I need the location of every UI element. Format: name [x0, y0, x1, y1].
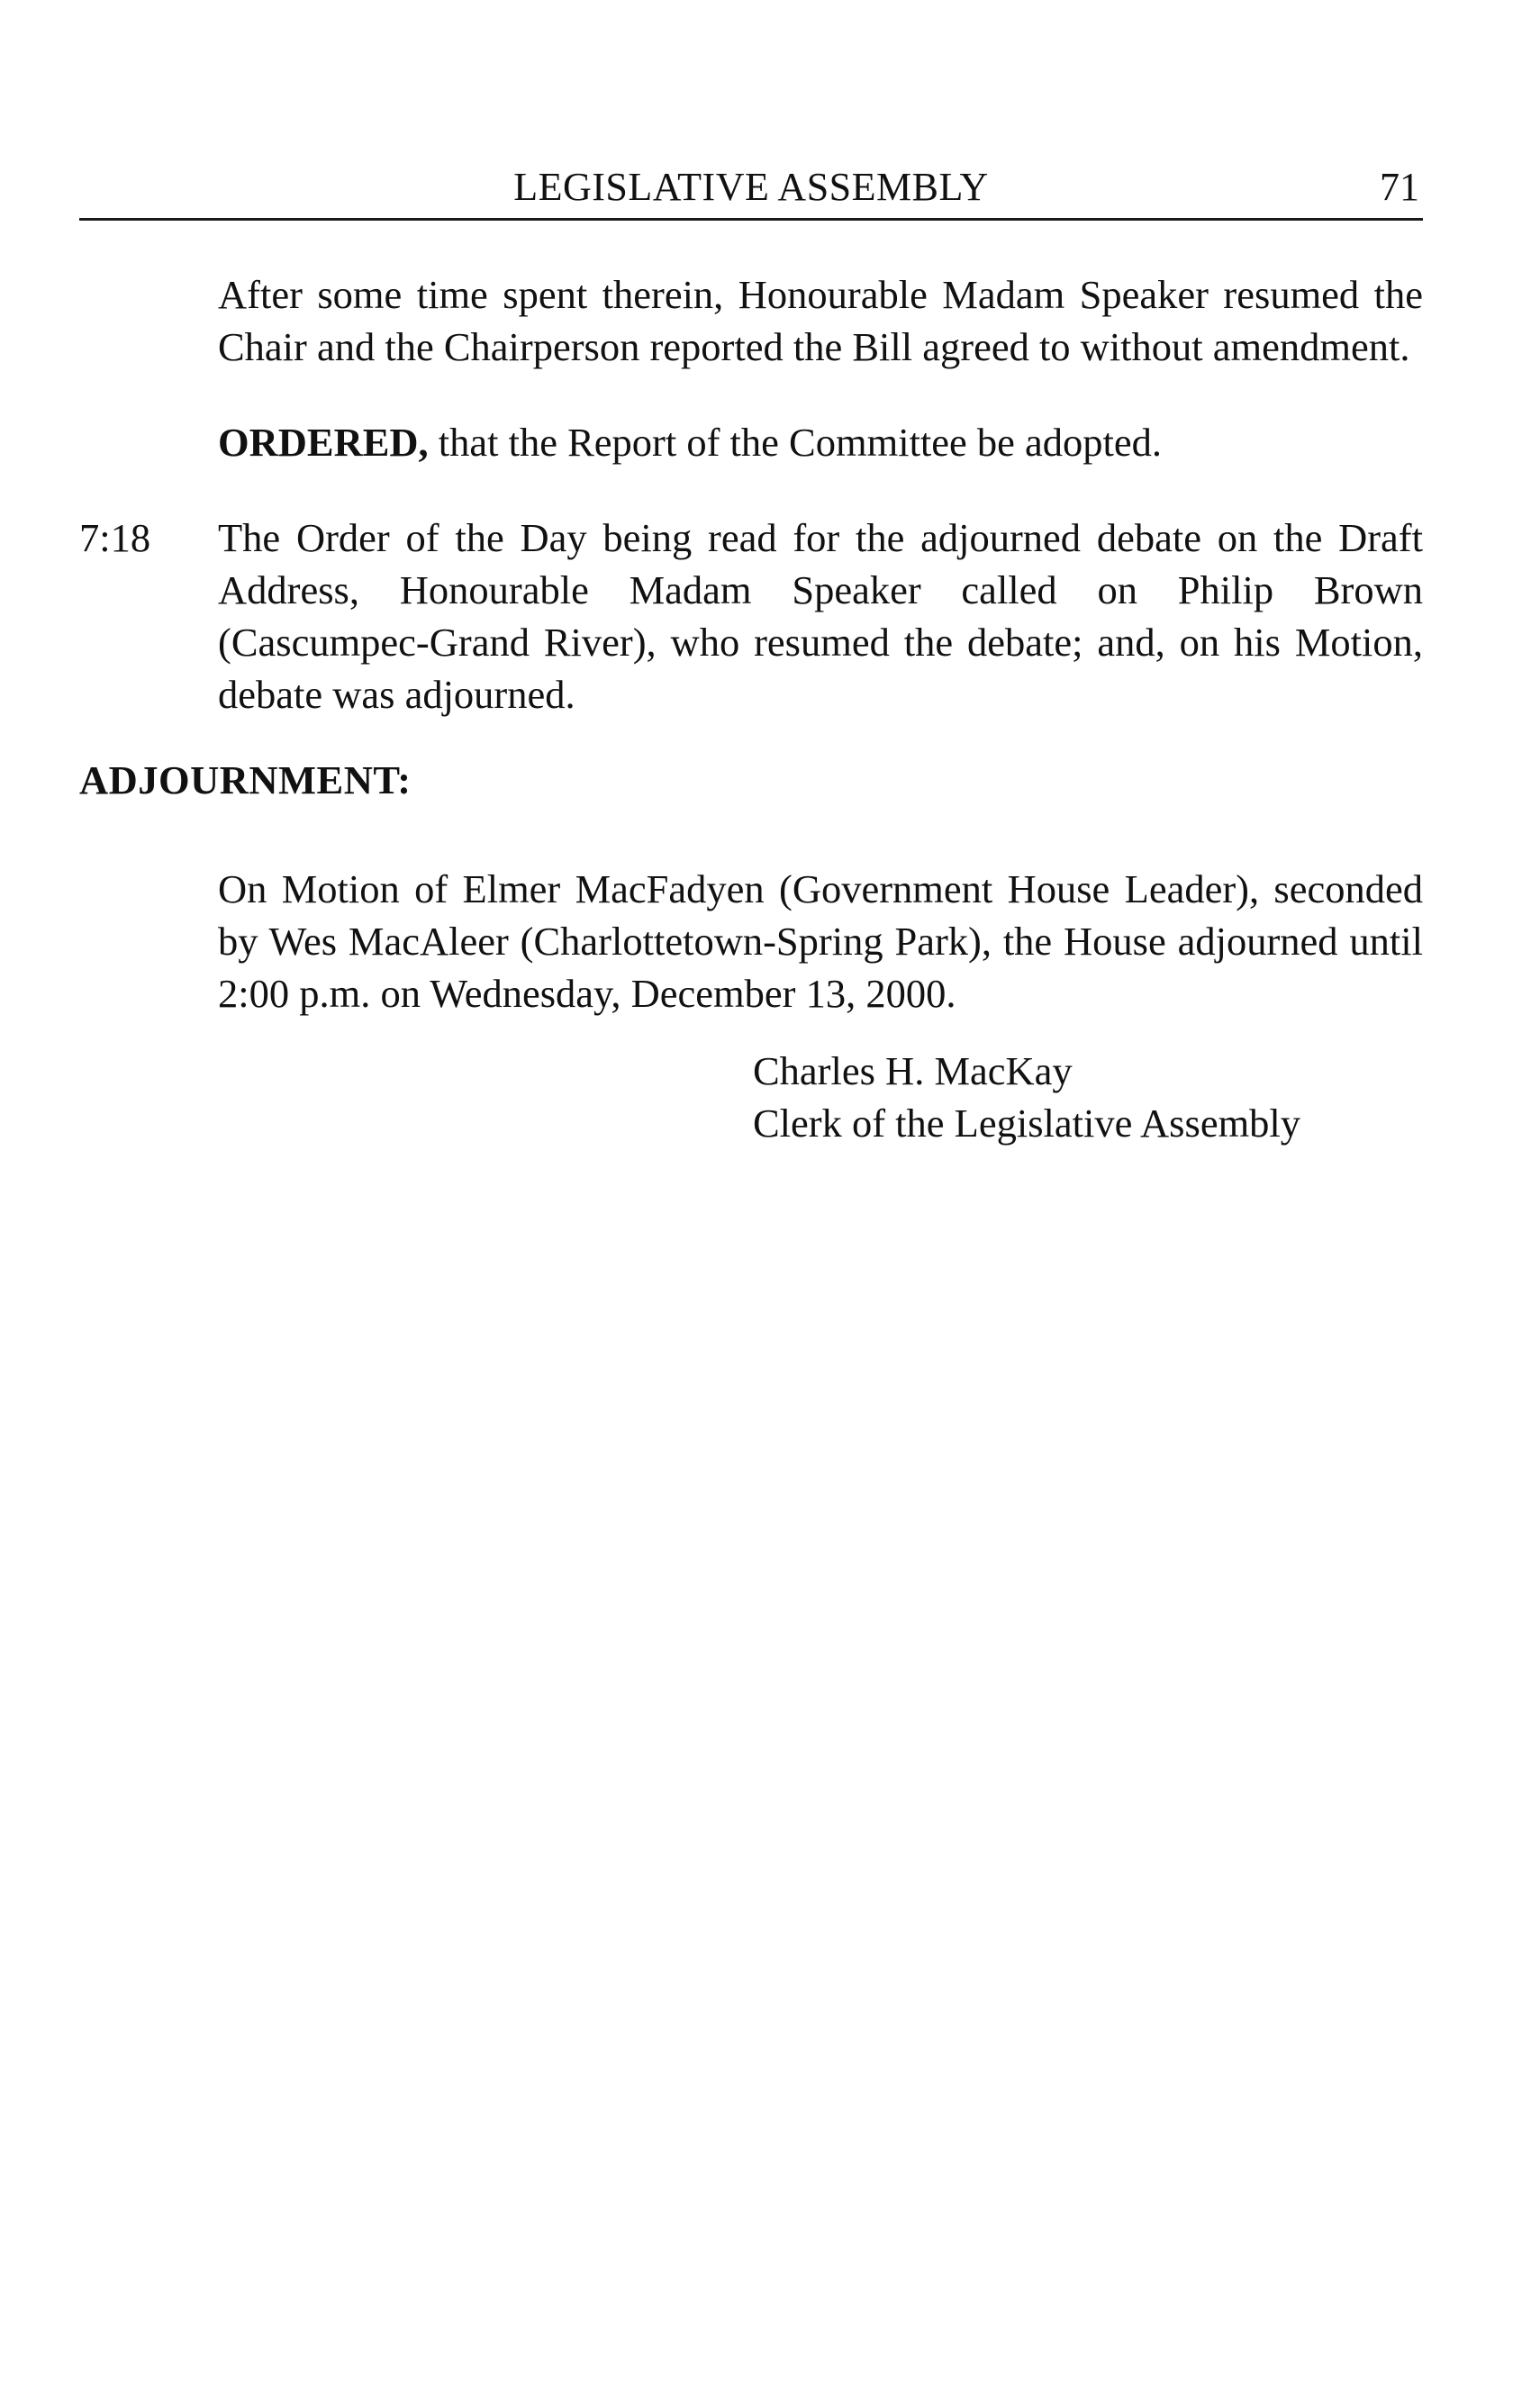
item-number: 7:18	[79, 515, 151, 560]
signatory-name: Charles H. MacKay	[753, 1048, 1073, 1093]
committee-report-paragraph: After some time spent therein, Honourable Madam Speaker resumed the Chair and the Chairperson reported the Bill agreed to without amendment.	[218, 272, 1423, 369]
ordered-paragraph	[218, 416, 1423, 468]
ordered-text: that the Report of the Committee be adopted.	[428, 420, 1163, 465]
header-title: LEGISLATIVE ASSEMBLY	[513, 165, 989, 209]
signatory-title: Clerk of the Legislative Assembly	[753, 1101, 1301, 1146]
ordered-lead: ORDERED,	[218, 420, 429, 465]
signature-block	[753, 1045, 1300, 1149]
page-number: 71	[1380, 165, 1419, 209]
adjournment-paragraph: On Motion of Elmer MacFadyen (Government House Leader), seconded by Wes MacAleer (Charlottetown-Spring Park), the House adjourned until 2:00 p.m. on Wednesday, December 13, 2000.	[218, 866, 1423, 1016]
adjournment-heading: ADJOURNMENT:	[79, 757, 412, 802]
page-header	[79, 160, 1423, 221]
draft-address-paragraph: The Order of the Day being read for the adjourned debate on the Draft Address, Honourable Madam Speaker called on Philip Brown (Cascumpec-Grand River), who resumed the debate; and, on his Motion, debate was adjourned.	[218, 515, 1423, 717]
